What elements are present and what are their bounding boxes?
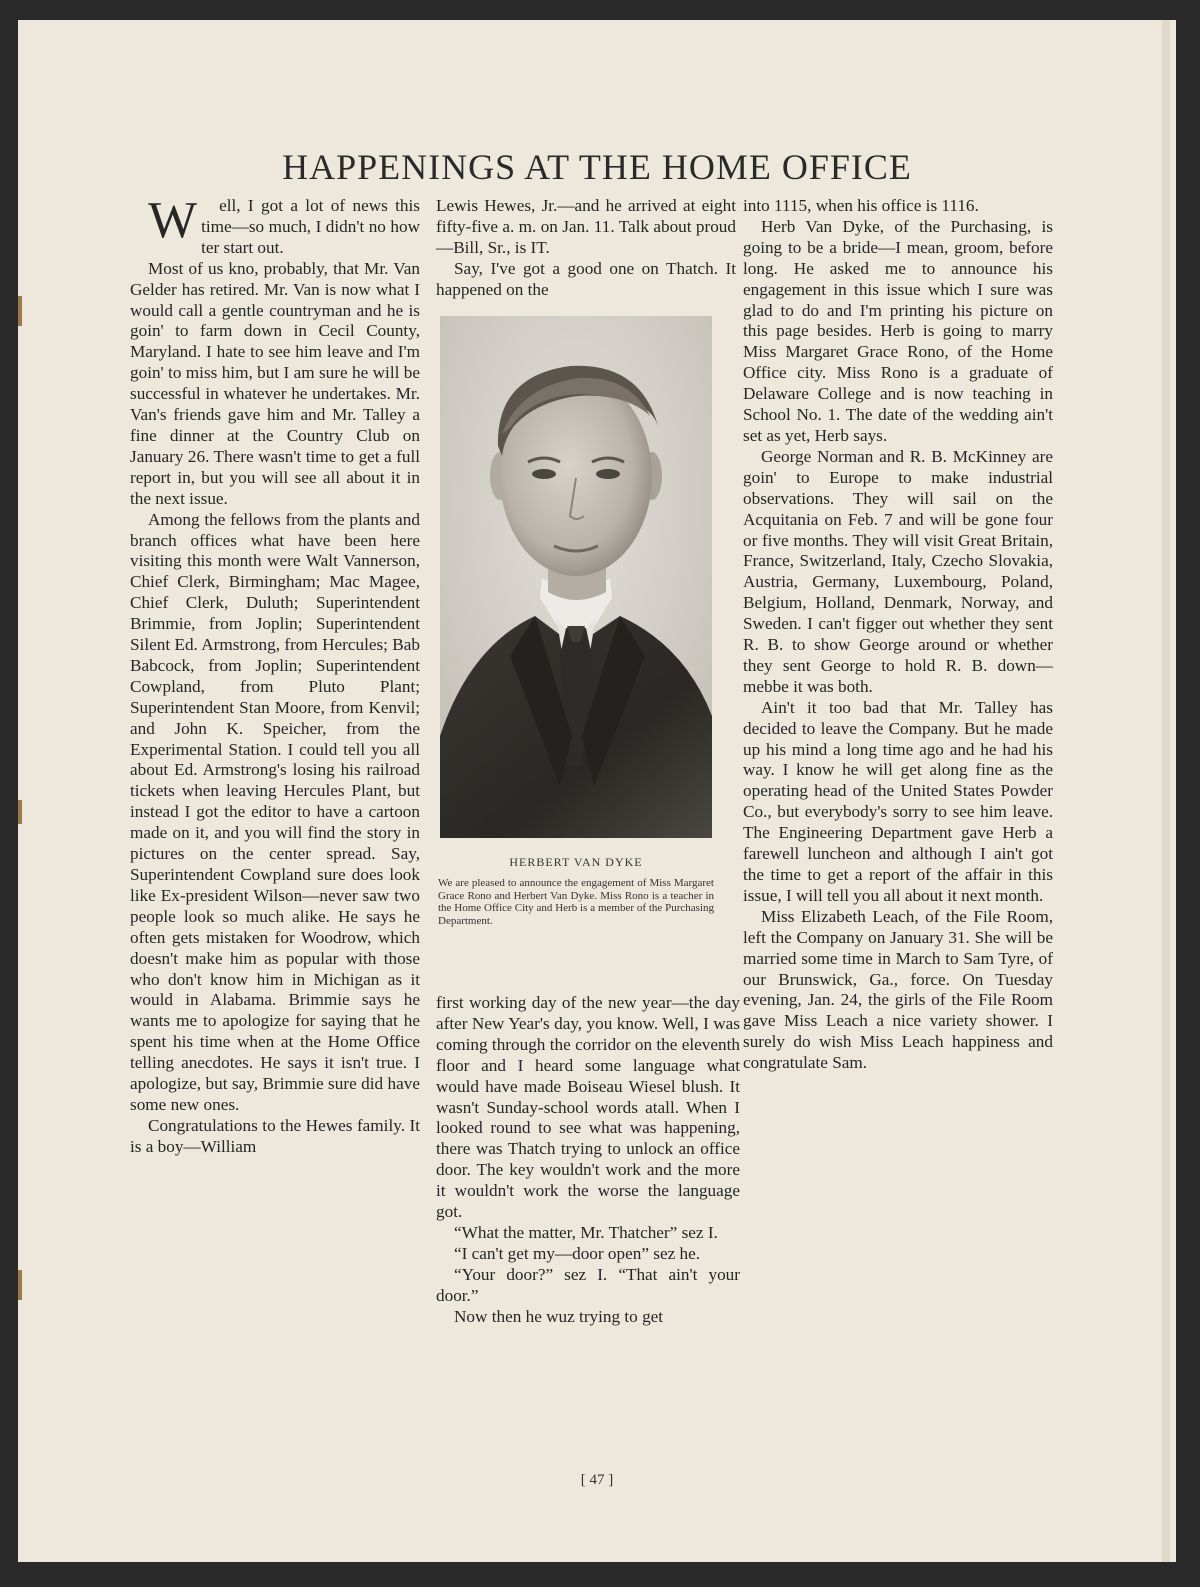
paragraph: Say, I've got a good one on Thatch. It happened on the	[436, 258, 736, 299]
portrait-photo	[440, 316, 712, 838]
page-edge	[1162, 20, 1170, 1562]
paragraph: Ain't it too bad that Mr. Talley has decided to leave the Company. But he made up his mind a long time ago and he had his way. I know he will get along fine as the operating head of the United States Powder Co., but everybody's sorry to see him leave. The Engineering Department gave Herb a farewell luncheon and although I ain't got the time to get a report of the affair in this issue, I will tell you all about it next month.	[743, 697, 1053, 905]
photo-caption	[438, 856, 714, 927]
caption-text: We are pleased to announce the engagement of Miss Margaret Grace Rono and Herbert Van Dyke. Miss Rono is a teacher in the Home Office City and Herb is a member of the Purchasing Department.	[438, 877, 714, 927]
column-2-bottom	[436, 993, 740, 1328]
paragraph: Lewis Hewes, Jr.—and he arrived at eight fifty-five a. m. on Jan. 11. Talk about proud—Bill, Sr., is IT.	[436, 196, 736, 257]
paragraph: Congratulations to the Hewes family. It is a boy—William	[130, 1115, 420, 1156]
paragraph: Most of us kno, probably, that Mr. Van Gelder has retired. Mr. Van is now what I would call a gentle countryman and he is goin' to farm down in Cecil County, Maryland. I hate to see him leave and I'm goin' to miss him, but I am sure he will be successful in whatever he undertakes. Mr. Van's friends gave him and Mr. Talley a fine dinner at the Country Club on January 26. There wasn't time to get a full report in, but you will see all about it in the next issue.	[130, 258, 420, 508]
paragraph: “I can't get my—door open” sez he.	[454, 1243, 701, 1263]
binding-mark	[18, 800, 22, 824]
page-number: [ 47 ]	[580, 1472, 614, 1488]
column-1	[130, 192, 420, 1158]
paragraph: into 1115, when his office is 1116.	[743, 196, 979, 215]
column-3	[743, 196, 1053, 1074]
paragraph: Now then he wuz trying to get	[454, 1306, 664, 1326]
portrait-illustration	[440, 316, 712, 838]
paragraph: George Norman and R. B. McKinney are goin' to Europe to make industrial observations. They will sail on the Acquitania on Feb. 7 and will be gone four or five months. They will visit Great Britain, France, Switzerland, Italy, Czecho Slovakia, Austria, Germany, Luxembourg, Poland, Belgium, Holland, Denmark, Norway, and Sweden. I can't figger out whether they sent R. B. to show George around or whether they sent George to hold R. B. down—mebbe it was both.	[743, 446, 1053, 696]
paragraph: Among the fellows from the plants and branch offices what have been here visiting this month were Walt Vannerson, Chief Clerk, Birmingham; Mac Magee, Chief Clerk, Duluth; Superintendent Brimmie, from Joplin; Superintendent Silent Ed. Armstrong, from Hercules; Bab Babcock, from Joplin; Superintendent Cowpland, from Pluto Plant; Superintendent Stan Moore, from Kenvil; and John K. Speicher, from the Experimental Station. I could tell you all about Ed. Armstrong's losing his railroad tickets when leaving Hercules Plant, but instead I got the editor to have a cartoon made on it, and you will find the story in pictures on the center spread. Say, Superintendent Cowpland sure does look like Ex-president Wilson—never saw two people look so much alike. He says he often gets mistaken for Woodrow, which doesn't make him as popular with those who don't know him in Michigan as it would in Alabama. Brimmie says he wants me to apologize for saying that he spent his time when at the Home Office telling anecdotes. He says it isn't true. I apologize, but say, Brimmie sure did have some new ones.	[130, 509, 420, 1114]
column-2-top	[436, 196, 736, 301]
paragraph: first working day of the new year—the day after New Year's day, you know. Well, I was coming through the corridor on the eleventh floor and I heard some language what would have made Boiseau Wiesel blush. It wasn't Sunday-school words atall. When I looked round to see what was happening, there was Thatch trying to unlock an office door. The key wouldn't work and the more it wouldn't work the worse the language got.	[436, 993, 740, 1222]
paragraph: Herb Van Dyke, of the Purchasing, is going to be a bride—I mean, groom, before long. He asked me to announce his engagement in this issue which I sure was glad to do and I'm printing his picture on this page besides. Herb is going to marry Miss Margaret Grace Rono, of the Home Office city. Miss Rono is a graduate of Delaware College and is now teaching in School No. 1. The date of the wedding ain't set as yet, Herb says.	[743, 216, 1053, 445]
page-title: HAPPENINGS AT THE HOME OFFICE	[282, 147, 912, 187]
magazine-page	[18, 20, 1176, 1562]
binding-mark	[18, 296, 22, 326]
paragraph: “What the matter, Mr. Thatcher” sez I.	[454, 1222, 718, 1242]
binding-mark	[18, 1270, 22, 1300]
paragraph: W ell, I got a lot of news this time—so much, I didn't no how ter start out.	[130, 196, 420, 259]
drop-cap: W	[148, 192, 198, 249]
paragraph: Miss Elizabeth Leach, of the File Room, left the Company on January 31. She will be married some time in March to Sam Tyre, of our Brunswick, Ga., force. On Tuesday evening, Jan. 24, the girls of the File Room gave Miss Leach a nice variety shower. I surely do wish Miss Leach happiness and congratulate Sam.	[743, 906, 1053, 1073]
paragraph: “Your door?” sez I. “That ain't your door.”	[436, 1264, 740, 1305]
caption-title: HERBERT VAN DYKE	[509, 855, 643, 869]
